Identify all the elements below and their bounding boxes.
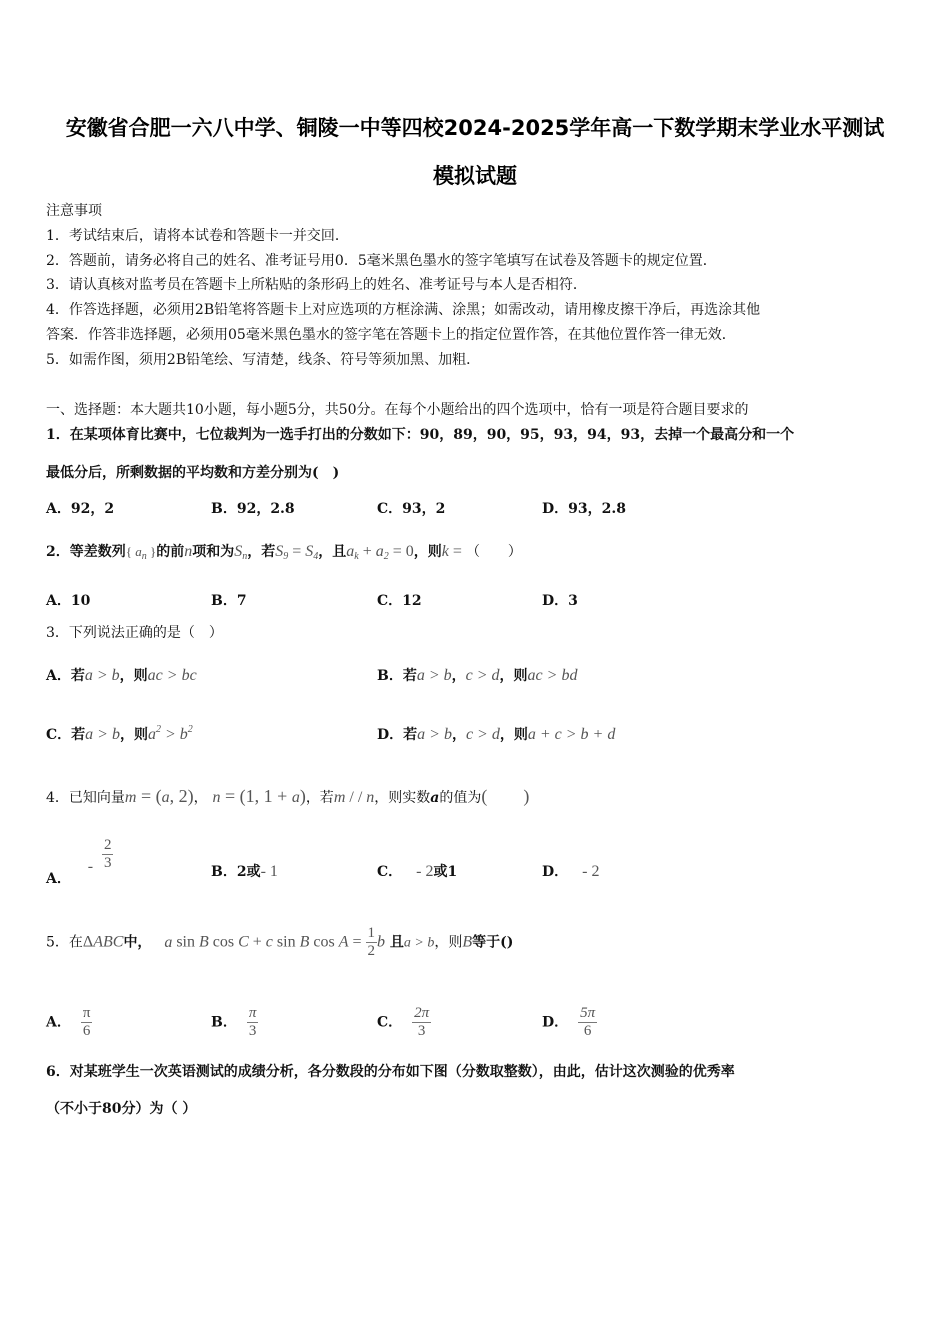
- q2-option-b: B．7: [211, 593, 247, 609]
- q2-option-a: A．10: [46, 593, 91, 609]
- section-heading: 一、选择题：本大题共10小题，每小题5分，共50分。在每个小题给出的四个选项中，恰有一项是符合题目要求的: [46, 402, 749, 418]
- notice-item: 4．作答选择题，必须用2B铅笔将答题卡上对应选项的方框涂满、涂黑；如需改动，请用橡皮擦干净后，再选涂其他: [46, 302, 761, 318]
- q1-option-c: C．93，2: [377, 501, 446, 517]
- notice-heading: 注意事项: [46, 203, 102, 219]
- q3-option-b: B．若a > b，c > d，则ac > bd: [377, 667, 578, 684]
- q5-option-a: A． $\frac{\pi}{6}$: [46, 1005, 91, 1039]
- q1-option-b: B．92，2.8: [211, 501, 295, 517]
- question-1-text: 1．在某项体育比赛中，七位裁判为一选手打出的分数如下：90，89，90，95，93，94，93，去掉一个最高分和一个: [46, 427, 795, 443]
- question-2-text: 2．等差数列{ $a_n$ }的前n项和为$S_n$，若$S_9 = S_4$，且$a_k + a_2 = 0$，则k = （ ）: [46, 543, 522, 562]
- page-subtitle: 模拟试题: [433, 164, 517, 188]
- question-5-text: 5．在ΔABC中， a sin B cos C + c sin B cos A = $\frac{1}{2}$ b 且a > b，则B等于(): [46, 925, 514, 959]
- notice-item: 5．如需作图，须用2B铅笔绘、写清楚，线条、符号等须加黑、加粗．: [46, 352, 481, 368]
- question-3-text: 3．下列说法正确的是（ ）: [46, 625, 223, 641]
- question-6-text-cont: （不小于80分）为（ ）: [46, 1101, 197, 1117]
- q5-option-d: D． $\frac{5\pi}{6}$: [542, 1005, 596, 1039]
- q4-option-b: B．2或- 1: [211, 863, 278, 880]
- q4-option-a: A． - $\frac{2}{3}$: [46, 837, 112, 887]
- question-1-text-cont: 最低分后，所剩数据的平均数和方差分别为( ): [46, 465, 340, 481]
- notice-item: 1．考试结束后，请将本试卷和答题卡一并交回．: [46, 228, 349, 244]
- notice-item: 答案．作答非选择题，必须用05毫米黑色墨水的签字笔在答题卡上的指定位置作答，在其他位置作答一律无效．: [46, 327, 736, 343]
- q2-option-c: C．12: [377, 593, 422, 609]
- question-6-text: 6．对某班学生一次英语测试的成绩分析，各分数段的分布如下图（分数取整数），由此，估计这次测验的优秀率: [46, 1064, 735, 1080]
- q2-option-d: D．3: [542, 593, 578, 609]
- q5-option-c: C． $\frac{2\pi}{3}$: [377, 1005, 430, 1039]
- q4-option-d: D． - 2: [542, 863, 600, 880]
- q5-option-b: B． $\frac{\pi}{3}$: [211, 1005, 257, 1039]
- q3-option-c: C．若a > b，则$a^2 > b^2$: [46, 724, 193, 743]
- q1-option-d: D．93，2.8: [542, 501, 626, 517]
- q3-option-d: D．若a > b，c > d，则a + c > b + d: [377, 726, 616, 743]
- q3-option-a: A．若a > b，则ac > bc: [46, 667, 197, 684]
- notice-item: 2．答题前，请务必将自己的姓名、准考证号用0．5毫米黑色墨水的签字笔填写在试卷及答题卡的规定位置．: [46, 253, 717, 269]
- q1-option-a: A．92，2: [46, 501, 115, 517]
- question-4-text: 4．已知向量m = (a, 2)， n = (1, 1 + a)，若m / / n，则实数a的值为( ): [46, 786, 530, 806]
- q4-option-c: C． - 2或1: [377, 863, 458, 880]
- notice-item: 3．请认真核对监考员在答题卡上所粘贴的条形码上的姓名、准考证号与本人是否相符．: [46, 277, 587, 293]
- page-title: 安徽省合肥一六八中学、铜陵一中等四校2024-2025学年高一下数学期末学业水平测试: [65, 116, 885, 140]
